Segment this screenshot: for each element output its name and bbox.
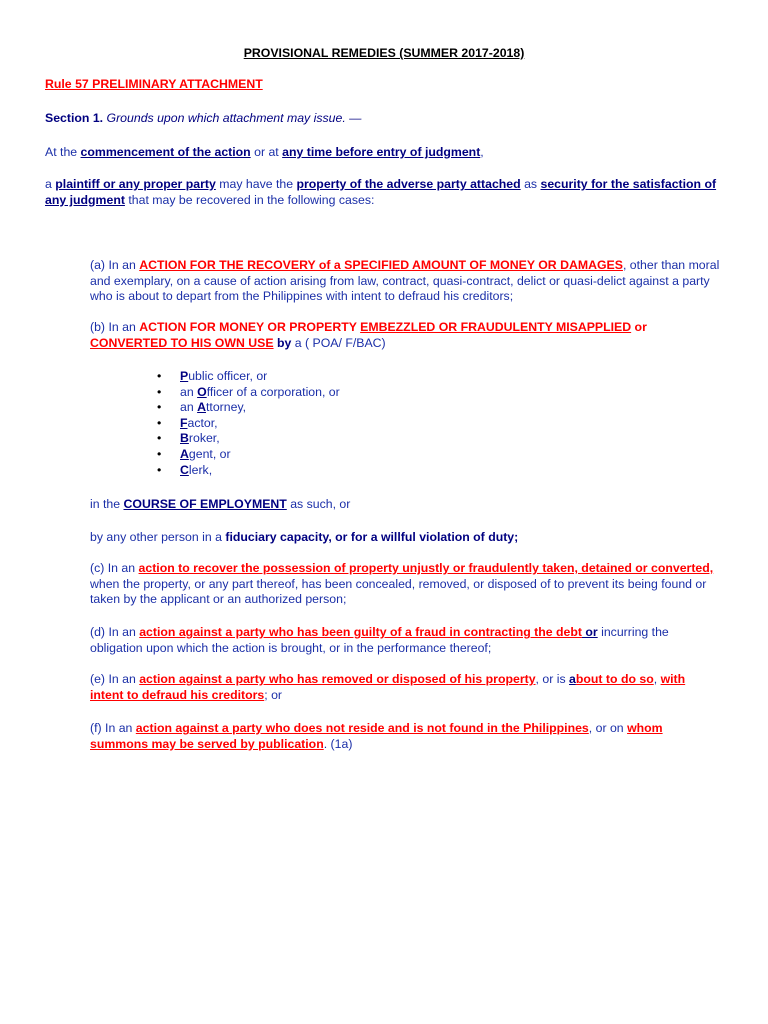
text-run: At the bbox=[45, 145, 81, 159]
text-run: (e) In an bbox=[90, 672, 140, 686]
text-run: as bbox=[520, 177, 541, 191]
mnemonic-letter: F bbox=[180, 415, 188, 430]
bullet-icon: • bbox=[157, 431, 162, 446]
paragraph-c bbox=[90, 561, 715, 608]
text-run: (c) In an bbox=[90, 561, 139, 575]
key-phrase: property of the adverse party attached bbox=[296, 177, 521, 191]
list-item bbox=[154, 447, 340, 463]
bullet-icon: • bbox=[157, 400, 162, 415]
text-run: by any other person in a bbox=[90, 530, 226, 544]
text-run: actor, bbox=[187, 415, 218, 430]
text-run: ttorney, bbox=[206, 400, 247, 415]
course-of-employment-line bbox=[90, 497, 350, 513]
paragraph-b bbox=[90, 320, 722, 351]
text-run: (a) In an bbox=[90, 258, 140, 272]
text-run: in the bbox=[90, 497, 124, 511]
list-item bbox=[154, 463, 340, 479]
bullet-icon: • bbox=[157, 415, 162, 430]
key-phrase: commencement of the action bbox=[80, 145, 251, 159]
bullet-icon: • bbox=[157, 369, 162, 383]
fiduciary-line bbox=[90, 530, 518, 546]
bullet-icon: • bbox=[157, 446, 162, 461]
paragraph-f bbox=[90, 721, 690, 752]
paragraph-a bbox=[90, 258, 722, 305]
text-run: or at bbox=[250, 145, 283, 159]
key-phrase: CONVERTED TO HIS OWN USE bbox=[90, 335, 274, 350]
key-phrase: action against a party who has removed or disposed of his property bbox=[139, 672, 536, 686]
text-run: . (1a) bbox=[323, 736, 353, 751]
intro-paragraph-1 bbox=[45, 145, 484, 161]
text-run: , bbox=[480, 145, 484, 159]
text-run: (f) In an bbox=[90, 721, 136, 735]
text-run: a bbox=[45, 177, 56, 191]
text-run: an bbox=[180, 400, 198, 415]
key-phrase: or bbox=[581, 625, 598, 639]
text-run: , bbox=[653, 672, 661, 686]
paragraph-d bbox=[90, 625, 690, 656]
text-run: may have the bbox=[215, 177, 297, 191]
list-item bbox=[154, 385, 340, 401]
key-phrase: bout to do so bbox=[575, 672, 654, 686]
mnemonic-letter: B bbox=[180, 431, 189, 446]
section-heading bbox=[45, 111, 361, 127]
key-phrase: ACTION FOR MONEY OR PROPERTY bbox=[139, 320, 361, 334]
list-item bbox=[154, 400, 340, 416]
text-run: ; or bbox=[264, 687, 283, 702]
officer-list bbox=[154, 369, 340, 478]
text-run: a ( POA/ F/BAC) bbox=[291, 335, 386, 350]
intro-paragraph-2 bbox=[45, 177, 725, 208]
paragraph-e bbox=[90, 672, 718, 703]
section-title: Grounds upon which attachment may issue. — bbox=[106, 111, 362, 125]
text-run: that may be recovered in the following cases: bbox=[124, 192, 375, 207]
mnemonic-letter: A bbox=[197, 400, 206, 415]
bullet-icon: • bbox=[157, 462, 162, 477]
key-phrase: any time before entry of judgment bbox=[282, 145, 481, 159]
key-phrase: fiduciary capacity, or for a willful violation of duty; bbox=[225, 530, 519, 544]
key-phrase: plaintiff or any proper party bbox=[55, 177, 216, 191]
text-run: when the property, or any part thereof, has been concealed, removed, or disposed of to prevent its being found or taken by the applicant or an authorized person; bbox=[90, 576, 707, 607]
text-run: , other than moral and exemplary, on a cause of action arising from law, contract, quasi-contract, delict or quasi-delict against a party who is about to depart from the Philippines with intent to defraud his creditors; bbox=[90, 258, 720, 304]
text-run: incurring the obligation upon which the action is brought, or in the performance thereof; bbox=[90, 625, 669, 655]
mnemonic-letter: O bbox=[197, 384, 207, 399]
mnemonic-letter: P bbox=[180, 369, 189, 383]
key-phrase: whom summons may be served by publication bbox=[90, 721, 663, 751]
key-phrase: action against a party who has been guilty of a fraud in contracting the debt bbox=[139, 625, 582, 639]
key-phrase: security for the satisfaction of any judgment bbox=[45, 177, 717, 207]
text-run: gent, or bbox=[188, 446, 231, 461]
key-phrase: a bbox=[569, 672, 576, 686]
text-run: (b) In an bbox=[90, 320, 140, 334]
key-phrase: EMBEZZLED OR FRAUDULENTY MISAPPLIED bbox=[360, 320, 632, 334]
text-run: ublic officer, or bbox=[188, 369, 268, 383]
key-phrase: action against a party who does not reside and is not found in the Philippines bbox=[135, 721, 589, 735]
list-item bbox=[154, 431, 340, 447]
key-phrase: by bbox=[273, 335, 292, 350]
text-run: , or is bbox=[535, 672, 570, 686]
text-run: fficer of a corporation, or bbox=[206, 384, 340, 399]
text-run: lerk, bbox=[188, 462, 213, 477]
text-run: (d) In an bbox=[90, 625, 140, 639]
key-phrase: action to recover the possession of property unjustly or fraudulently taken, detained or converted, bbox=[138, 561, 714, 575]
bullet-icon: • bbox=[157, 384, 162, 399]
key-phrase: COURSE OF EMPLOYMENT bbox=[123, 497, 287, 511]
key-phrase: ACTION FOR THE RECOVERY of a SPECIFIED AMOUNT OF MONEY OR DAMAGES bbox=[139, 258, 623, 272]
text-run: , or on bbox=[588, 721, 628, 735]
text-run: as such, or bbox=[286, 497, 351, 511]
text-run: roker, bbox=[188, 431, 220, 446]
list-item bbox=[154, 416, 340, 432]
key-phrase: or bbox=[631, 320, 647, 334]
mnemonic-letter: A bbox=[180, 446, 189, 461]
text-run: an bbox=[180, 384, 198, 399]
list-item bbox=[154, 369, 340, 385]
rule-heading: Rule 57 PRELIMINARY ATTACHMENT bbox=[45, 77, 263, 91]
section-label: Section 1. bbox=[45, 111, 104, 125]
key-phrase: with intent to defraud his creditors bbox=[90, 672, 686, 702]
document-title: PROVISIONAL REMEDIES (SUMMER 2017-2018) bbox=[243, 46, 525, 60]
mnemonic-letter: C bbox=[180, 462, 189, 477]
